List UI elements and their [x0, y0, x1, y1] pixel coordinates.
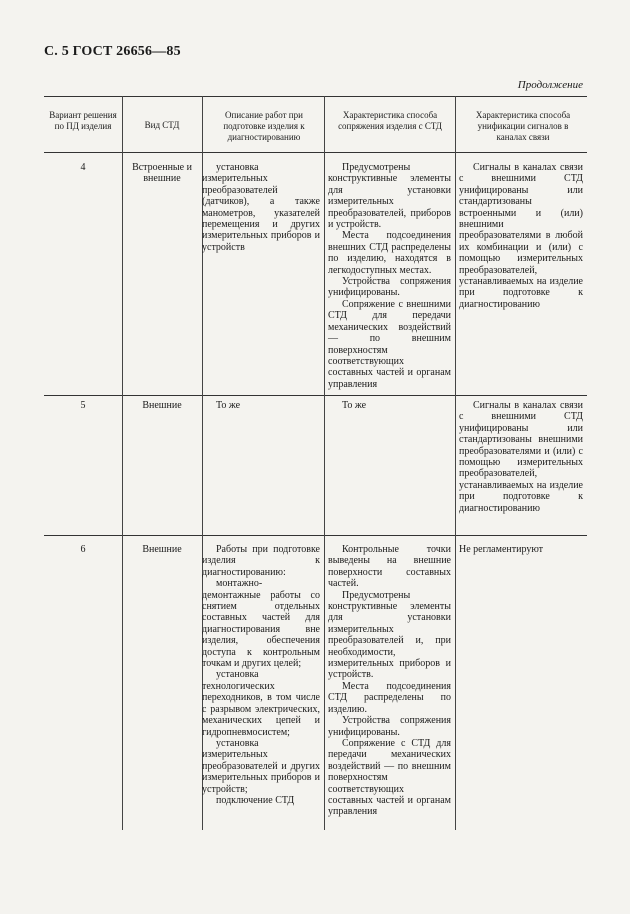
row-coupling: [328, 400, 451, 411]
row-coupling-paragraph: Контрольные точки выведены на внешние поверхности составных частей.: [328, 544, 451, 590]
row-work-paragraph: подключение СТД: [216, 794, 295, 806]
row-coupling: [328, 544, 451, 818]
page-header: С. 5 ГОСТ 26656—85: [44, 44, 181, 59]
standards-table: [44, 96, 587, 830]
row-coupling-paragraph: Предусмотрены конструктивные элементы для установки измерительных преобразователей и, при необходимости, измерительных приборов и устройств.: [328, 589, 451, 681]
row-signals: [459, 162, 583, 310]
row-kind: Внешние: [142, 400, 182, 411]
row-work: [202, 400, 320, 411]
row-signals-paragraph: Не регламентируют: [459, 544, 544, 555]
row-variant: 5: [80, 400, 86, 411]
row-work-paragraph: установка измерительных преобразователей (датчиков), а также манометров, указателей перемещения и других измерительных приборов и устройств: [202, 162, 320, 253]
header-bottom-rule: [44, 152, 587, 153]
row-work-paragraph: монтажно-демонтажные работы со снятием отдельных составных частей для диагностирования вне изделия, обеспечения доступа к контрольным точкам и других целей;: [202, 578, 320, 670]
column-divider: [324, 96, 325, 830]
continuation-label: Продолжение: [517, 79, 583, 91]
row-coupling: [328, 162, 451, 390]
row-signals-paragraph: Сигналы в каналах связи с внешними СТД унифицированы или стандартизованы встроенными и (или) внешними преобразователями в любой их комбинации и (или) с помощью измерительных преобразователей, устанавливаемых на изделие при подготовке к диагностированию: [459, 162, 583, 310]
row-work-paragraph: Работы при подготовке изделия к диагностированию:: [202, 544, 320, 578]
row-coupling-paragraph: Устройства сопряжения унифицированы.: [328, 276, 451, 299]
row-signals: [459, 400, 583, 514]
row-divider: [44, 395, 587, 396]
row-coupling-paragraph: Предусмотрены конструктивные элементы для установки измерительных преобразователей, приборов и устройств.: [328, 162, 451, 231]
row-work-paragraph: установка измерительных преобразователей и других измерительных приборов и устройств;: [202, 737, 320, 795]
row-coupling-paragraph: Устройства сопряжения унифицированы.: [328, 715, 451, 738]
row-signals: [459, 544, 583, 555]
row-kind: Внешние: [142, 544, 182, 555]
row-variant: 6: [80, 544, 86, 555]
row-signals-paragraph: Сигналы в каналах связи с внешними СТД унифицированы или стандартизованы внешними преобразователями и (или) с помощью измерительных преобразователей, устанавливаемых на изделие при подготовке к диагностированию: [459, 400, 583, 514]
row-divider: [44, 535, 587, 536]
row-work-paragraph: То же: [216, 400, 241, 411]
row-coupling-paragraph: Сопряжение с внешними СТД для передачи механических воздействий — по внешним поверхностям соответствующих составных частей и органам управления: [328, 298, 451, 390]
column-divider: [122, 96, 123, 830]
row-coupling-paragraph: Места подсоединения внешних СТД распределены по изделию, находятся в легкодоступных местах.: [328, 230, 451, 276]
table-top-rule: [44, 96, 587, 97]
row-work-paragraph: установка технологических переходников, в том числе с разрывом электрических, механических цепей и гидропневмосистем;: [202, 669, 320, 738]
row-kind: Встроенные и внешние: [132, 162, 192, 185]
row-work: [202, 162, 320, 253]
column-header-signals: Характеристика способа унификации сигналов в каналах связи: [475, 110, 571, 142]
row-variant: 4: [80, 162, 86, 173]
row-work: [202, 544, 320, 806]
row-coupling-paragraph: То же: [342, 400, 367, 411]
row-coupling-paragraph: Места подсоединения СТД распределены по изделию.: [328, 680, 451, 715]
row-coupling-paragraph: Сопряжение с СТД для передачи механических воздействий — по внешним поверхностям соответствующих составных частей и органам управления: [328, 737, 451, 818]
column-divider: [455, 96, 456, 830]
column-header-kind: Вид СТД: [144, 120, 180, 130]
column-header-work: Описание работ при подготовке изделия к диагностированию: [223, 110, 305, 142]
column-header-coupling: Характеристика способа сопряжения изделия с СТД: [338, 110, 442, 131]
column-header-variant: Вариант решения по ПД изделия: [49, 110, 117, 131]
